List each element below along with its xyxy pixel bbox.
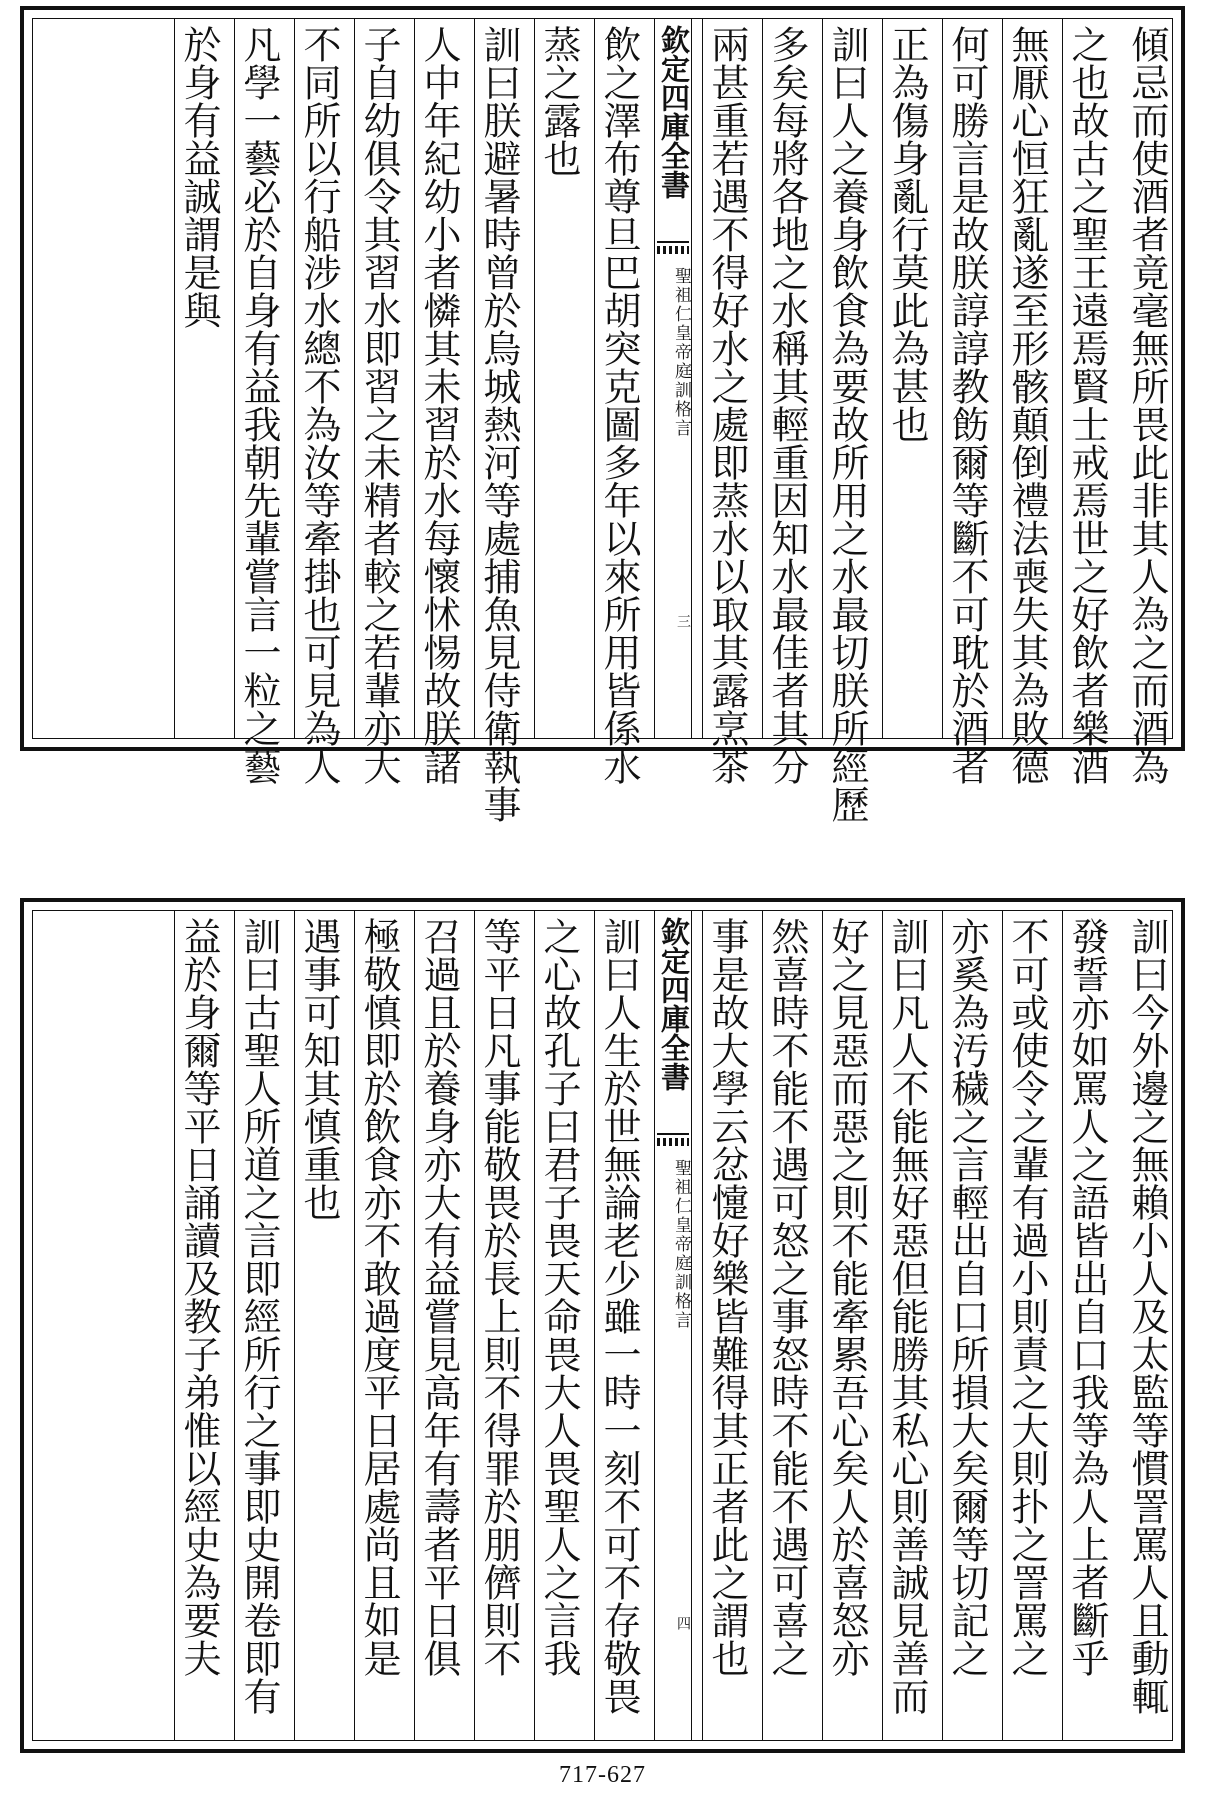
column-text: 訓曰古聖人所道之言即經所行之事即史開卷即有 [237,917,281,1715]
bottom-page-frame [32,910,1173,1741]
column-text: 等平日凡事能敬畏於長上則不得罪於朋儕則不 [477,917,521,1677]
fishtail-ornament [657,241,689,257]
column-text: 遇事可知其慎重也 [297,917,341,1221]
column-text: 事是故大學云忿懥好樂皆難得其正者此之謂也 [705,917,749,1677]
column-text: 發誓亦如罵人之語皆出自口我等為人上者斷乎 [1065,917,1109,1677]
column-text: 無厭心恒狂亂遂至形骸顛倒禮法喪失其為敗德 [1005,25,1049,785]
column-text: 益於身爾等平日誦讀及教子弟惟以經史為要夫 [177,917,221,1677]
text-column [354,911,404,1740]
column-text: 飲之澤布尊旦巴胡突克圖多年以來所用皆係水 [597,25,641,785]
column-text: 傾忌而使酒者竟毫無所畏此非其人為之而酒為 [1125,25,1169,785]
column-text: 訓曰凡人不能無好惡但能勝其私心則善誠見善而 [885,917,929,1715]
text-column [414,19,464,785]
column-text: 不同所以行船涉水總不為汝等牽掛也可見為人 [297,25,341,785]
book-spine [654,911,692,1740]
text-column [234,911,284,1740]
column-text: 多矣每將各地之水稱其輕重因知水最佳者其分 [765,25,809,785]
text-column [882,911,932,1740]
column-text: 極敬慎即於飲食亦不敢過度平日居處尚且如是 [357,917,401,1677]
book-spine [654,19,692,738]
folio-number: 四 [675,1616,691,1630]
text-column [234,19,284,785]
column-text: 正為傷身亂行莫此為甚也 [885,25,929,443]
page-number: 717-627 [559,1762,646,1788]
text-column [822,911,872,1740]
text-column [1062,911,1112,1740]
text-column [174,19,224,738]
spine-subtitle: 聖祖仁皇帝庭訓格言 [671,267,691,438]
column-text: 凡學一藝必於自身有益我朝先輩嘗言一粒之藝 [237,25,281,785]
text-column [474,19,524,823]
text-column [1002,19,1052,785]
column-text: 何可勝言是故朕諄諄教飭爾等斷不可耽於酒者 [945,25,989,785]
column-text: 訓曰朕避暑時曾於烏城熱河等處捕魚見侍衛執事 [477,25,521,823]
text-column [474,911,524,1740]
column-text: 訓曰今外邊之無賴小人及太監等慣詈罵人且動輒 [1125,917,1169,1715]
text-column [354,19,404,785]
column-text: 人中年紀幼小者憐其未習於水每懷怵惕故朕諸 [417,25,461,785]
text-column [594,19,644,785]
fishtail-ornament [657,1133,689,1149]
text-column [594,911,644,1740]
spine-title: 欽定四庫全書 [657,917,691,1091]
column-text: 好之見惡而惡之則不能牽累吾心矣人於喜怒亦 [825,917,869,1677]
text-column [1122,911,1172,1740]
text-column [942,19,992,785]
text-column [534,19,584,738]
text-column [762,19,812,785]
text-column [534,911,584,1740]
column-text: 然喜時不能不遇可怒之事怒時不能不遇可喜之 [765,917,809,1677]
column-text: 之也故古之聖王遠焉賢士戒焉世之好飲者樂酒 [1065,25,1109,785]
column-text: 不可或使令之輩有過小則責之大則扑之詈罵之 [1005,917,1049,1677]
text-column [822,19,872,823]
folio-number: 三 [675,614,691,628]
column-text: 子自幼俱令其習水即習之未精者較之若輩亦大 [357,25,401,785]
column-text: 訓曰人生於世無論老少雖一時一刻不可不存敬畏 [597,917,641,1715]
text-column [702,911,752,1740]
text-column [174,911,224,1740]
text-column [1122,19,1172,785]
column-text: 亦奚為汚穢之言輕出自口所損大矣爾等切記之 [945,917,989,1677]
top-page-frame [32,18,1173,823]
text-column [882,19,932,738]
text-column [762,911,812,1740]
spine-subtitle: 聖祖仁皇帝庭訓格言 [671,1159,691,1330]
bottom-page [20,898,1185,1753]
text-column [414,911,464,1740]
column-text: 之心故孔子曰君子畏天命畏大人畏聖人之言我 [537,917,581,1677]
column-text: 訓曰人之養身飲食為要故所用之水最切朕所經歷 [825,25,869,823]
text-column [1062,19,1112,785]
text-column [294,911,344,1740]
text-column [942,911,992,1740]
text-column [294,19,344,785]
column-text: 兩甚重若遇不得好水之處即蒸水以取其露烹茶 [705,25,749,785]
column-text: 蒸之露也 [537,25,581,177]
column-text: 於身有益誠謂是與 [177,25,221,329]
top-page [20,6,1185,823]
column-text: 召過且於養身亦大有益嘗見高年有壽者平日俱 [417,917,461,1677]
spine-title: 欽定四庫全書 [657,25,691,199]
text-column [702,19,752,785]
text-column [1002,911,1052,1740]
